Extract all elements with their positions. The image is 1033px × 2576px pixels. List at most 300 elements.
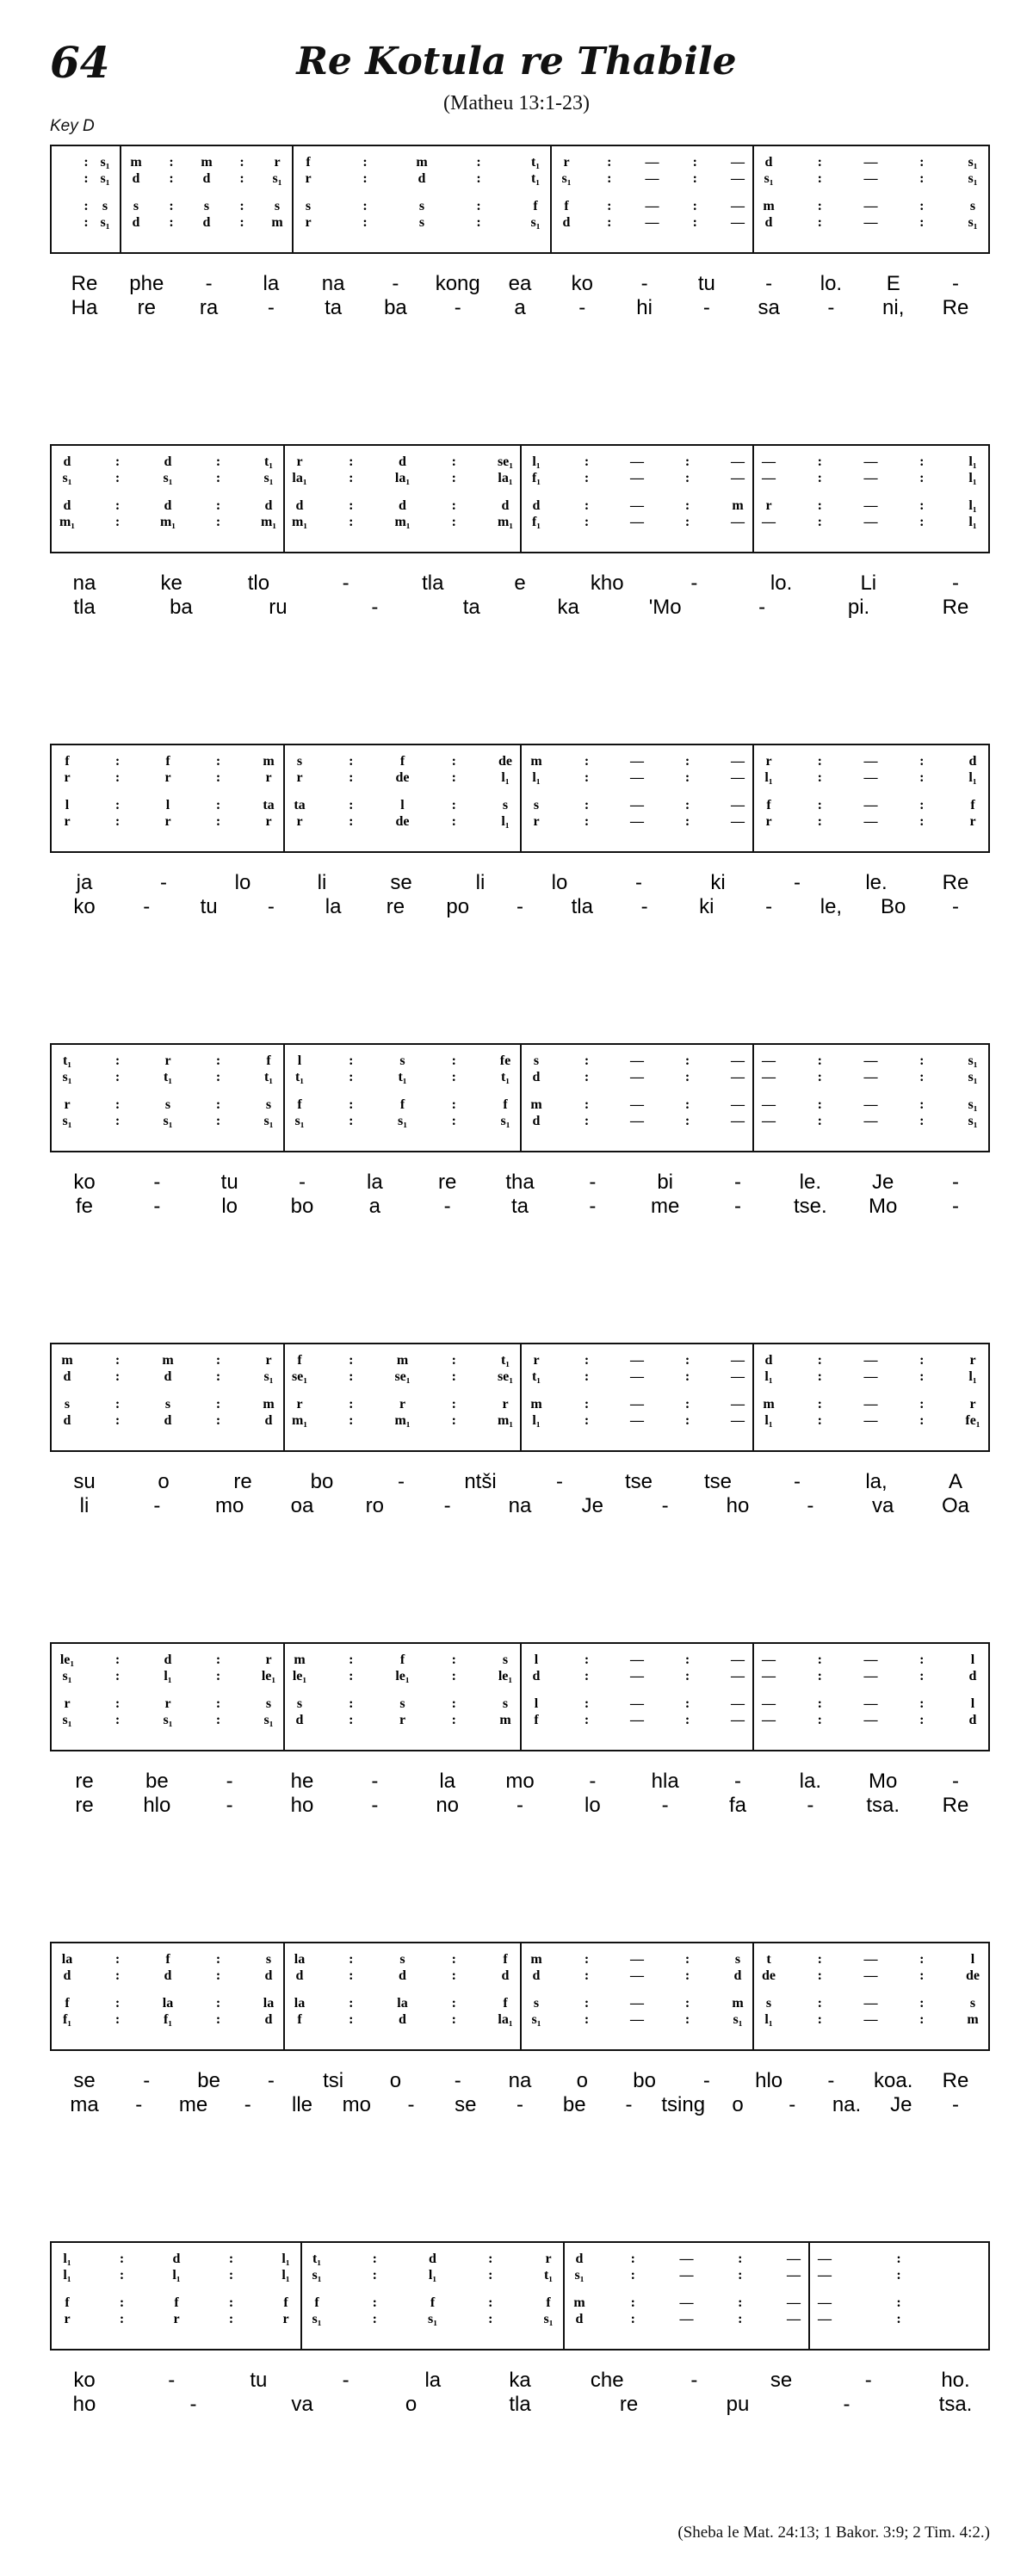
solfa-note: m₁ <box>291 515 308 529</box>
lyric-syllable: - <box>690 2369 698 2392</box>
lyric-syllable: - <box>371 596 379 619</box>
beat-separator: : <box>919 2012 925 2027</box>
beat-separator: : <box>817 2012 822 2027</box>
solfa-note: m <box>967 2012 979 2027</box>
lyric-syllable: lo <box>221 1195 238 1218</box>
solfa-note: — <box>630 798 644 812</box>
solfa-note: t₁ <box>531 1369 541 1384</box>
beat-separator: : <box>817 1996 822 2011</box>
beat-separator: : <box>817 215 822 230</box>
solfa-note: — <box>630 471 644 485</box>
lyric-syllable: ba <box>170 596 193 619</box>
solfa-note: d <box>968 754 977 769</box>
beat-separator: : <box>817 1070 822 1084</box>
lyric-syllable: - <box>299 1171 306 1194</box>
solfa-notes <box>52 446 992 552</box>
solfa-note: t₁ <box>163 1070 173 1084</box>
lyric-syllable: - <box>702 2069 710 2092</box>
solfa-note: f₁ <box>62 2012 72 2027</box>
beat-separator: : <box>607 215 612 230</box>
solfa-note: d <box>63 1968 71 1983</box>
solfa-note: s <box>969 199 976 213</box>
solfa-note: fe <box>499 1053 511 1068</box>
solfa-note: s₁ <box>272 171 282 186</box>
solfa-note: s <box>274 199 281 213</box>
solfa-note: — <box>818 2295 832 2310</box>
solfa-notes <box>52 146 992 252</box>
lyric-syllable: o <box>576 2069 588 2092</box>
lyric-syllable: re <box>619 2393 639 2416</box>
beat-separator: : <box>349 1952 354 1967</box>
beat-separator: : <box>684 1070 690 1084</box>
solfa-note: t₁ <box>500 1353 510 1368</box>
beat-separator: : <box>451 1968 456 1983</box>
lyric-syllable: koa. <box>874 2069 913 2092</box>
lyric-syllable: lo <box>551 871 568 894</box>
solfa-note: l₁ <box>164 1669 172 1683</box>
solfa-note: r <box>64 770 71 785</box>
solfa-note: — <box>630 1369 644 1384</box>
solfa-note: f <box>564 199 569 213</box>
solfa-note: l₁ <box>532 454 541 469</box>
solfa-note: l₁ <box>968 1369 977 1384</box>
solfa-note: — <box>762 1652 776 1667</box>
beat-separator: : <box>630 2295 635 2310</box>
lyric-syllable: - <box>135 2093 143 2116</box>
beat-separator: : <box>362 171 368 186</box>
beat-separator: : <box>114 1996 121 2011</box>
lyrics-block <box>50 1767 990 1822</box>
solfa-note: m₁ <box>291 1413 308 1428</box>
beat-separator: : <box>451 515 456 529</box>
solfa-note: — <box>863 1996 878 2011</box>
lyric-syllable: lo. <box>770 571 793 595</box>
solfa-note: — <box>863 1070 878 1084</box>
solfa-note: — <box>731 471 745 485</box>
solfa-note: f <box>970 798 975 812</box>
solfa-note: l <box>65 798 70 812</box>
beat-separator: : <box>119 2268 125 2283</box>
solfa-note: s₁ <box>163 1713 173 1727</box>
solfa-note: f₁ <box>531 471 541 485</box>
beat-separator: : <box>738 2268 743 2283</box>
beat-separator: : <box>114 1353 121 1368</box>
beat-separator: : <box>451 1053 456 1068</box>
solfa-note: — <box>731 1652 745 1667</box>
beat-separator: : <box>451 1097 456 1112</box>
beat-separator: : <box>372 2295 377 2310</box>
beat-separator: : <box>114 1669 121 1683</box>
solfa-note: r <box>305 171 312 186</box>
lyric-syllable: - <box>952 272 959 295</box>
beat-separator: : <box>349 1996 354 2011</box>
beat-separator: : <box>215 1353 221 1368</box>
lyric-syllable: - <box>640 895 648 918</box>
solfa-note: l₁ <box>968 515 977 529</box>
solfa-note: — <box>679 2295 694 2310</box>
solfa-note: r <box>282 2312 289 2326</box>
lyric-syllable: Re <box>942 2069 969 2092</box>
solfa-note: d <box>172 2252 181 2266</box>
beat-separator: : <box>584 1968 590 1983</box>
solfa-note: r <box>265 814 272 829</box>
solfa-note: d <box>429 2252 436 2266</box>
solfa-note: d <box>295 1968 304 1983</box>
beat-separator: : <box>584 1652 590 1667</box>
solfa-note: d <box>164 1968 172 1983</box>
solfa-note: — <box>731 1397 745 1412</box>
lyric-syllable: - <box>952 571 959 595</box>
beat-separator: : <box>919 1053 925 1068</box>
solfa-note: — <box>679 2252 694 2266</box>
lyric-syllable: kong <box>435 272 480 295</box>
solfa-note: d <box>202 215 211 230</box>
solfa-note: d <box>295 498 304 513</box>
lyric-syllable: ru <box>269 596 288 619</box>
beat-separator: : <box>919 1669 925 1683</box>
solfa-note: — <box>630 1114 644 1128</box>
beat-separator: : <box>114 814 121 829</box>
beat-separator: : <box>817 1397 822 1412</box>
solfa-note: — <box>630 1070 644 1084</box>
beat-separator: : <box>817 1353 822 1368</box>
lyric-syllable: - <box>827 2069 835 2092</box>
solfa-note: d <box>63 1369 71 1384</box>
lyric-syllable: - <box>267 296 275 319</box>
solfa-note: s <box>64 1397 71 1412</box>
beat-separator: : <box>919 754 925 769</box>
solfa-note: r <box>64 1696 71 1711</box>
solfa-note: — <box>731 171 745 186</box>
beat-separator: : <box>84 171 89 186</box>
lyric-syllable: na. <box>832 2093 862 2116</box>
beat-separator: : <box>84 215 89 230</box>
beat-separator: : <box>239 171 244 186</box>
lyric-syllable: - <box>244 2093 251 2116</box>
lyric-syllable: - <box>702 296 710 319</box>
beat-separator: : <box>215 515 221 529</box>
solfa-note: d <box>202 171 211 186</box>
solfa-note: r <box>545 2252 552 2266</box>
lyric-syllable: se <box>390 871 412 894</box>
lyric-syllable: tse. <box>793 1195 827 1218</box>
solfa-note: t₁ <box>263 454 274 469</box>
beat-separator: : <box>817 1114 822 1128</box>
beat-separator: : <box>584 515 590 529</box>
solfa-note: l <box>165 798 170 812</box>
solfa-note: f <box>297 1353 302 1368</box>
solfa-note: r <box>969 1353 976 1368</box>
beat-separator: : <box>349 1713 354 1727</box>
beat-separator: : <box>114 471 121 485</box>
lyric-syllable: ko <box>73 2369 96 2392</box>
beat-separator: : <box>919 1097 925 1112</box>
solfa-note: l₁ <box>764 770 773 785</box>
solfa-note: m₁ <box>260 515 277 529</box>
lyric-syllable: - <box>371 1794 379 1817</box>
beat-separator: : <box>919 471 925 485</box>
beat-separator: : <box>215 471 221 485</box>
beat-separator: : <box>684 1696 690 1711</box>
solfa-note: r <box>265 1652 272 1667</box>
beat-separator: : <box>451 770 456 785</box>
solfa-note: ta <box>263 798 275 812</box>
solfa-note: s₁ <box>427 2312 438 2326</box>
solfa-note: s <box>296 1696 303 1711</box>
beat-separator: : <box>215 1669 221 1683</box>
lyric-syllable: - <box>153 1195 161 1218</box>
solfa-note: s <box>164 1097 171 1112</box>
solfa-note: f <box>533 199 538 213</box>
solfa-note: — <box>863 1652 878 1667</box>
beat-separator: : <box>817 1413 822 1428</box>
beat-separator: : <box>114 498 121 513</box>
beat-separator: : <box>349 2012 354 2027</box>
solfa-note: s₁ <box>294 1114 305 1128</box>
beat-separator: : <box>84 199 89 213</box>
beat-separator: : <box>215 1097 221 1112</box>
beat-separator: : <box>228 2312 234 2326</box>
solfa-note: l₁ <box>172 2268 181 2283</box>
solfa-note: r <box>969 1397 976 1412</box>
beat-separator: : <box>349 1968 354 1983</box>
lyrics-block <box>50 1467 990 1523</box>
lyric-syllable: ho <box>290 1794 314 1817</box>
beat-separator: : <box>228 2295 234 2310</box>
beat-separator: : <box>215 754 221 769</box>
lyric-syllable: fe <box>75 1195 94 1218</box>
beat-separator: : <box>169 199 174 213</box>
lyric-syllable: tla <box>509 2393 531 2416</box>
lyric-syllable: Je <box>581 1494 604 1517</box>
beat-separator: : <box>738 2252 743 2266</box>
solfa-note: — <box>731 515 745 529</box>
beat-separator: : <box>738 2295 743 2310</box>
solfa-note: d <box>733 1968 742 1983</box>
solfa-note: s <box>734 1952 741 1967</box>
lyric-syllable: na <box>508 1494 532 1517</box>
beat-separator: : <box>817 798 822 812</box>
solfa-note: — <box>762 454 776 469</box>
lyric-syllable: - <box>342 571 349 595</box>
solfa-note: — <box>731 199 745 213</box>
beat-separator: : <box>215 1397 221 1412</box>
solfa-note: — <box>630 498 644 513</box>
solfa-note: — <box>731 1070 745 1084</box>
beat-separator: : <box>684 754 690 769</box>
lyric-syllable: la <box>366 1171 383 1194</box>
beat-separator: : <box>451 1397 456 1412</box>
lyric-syllable: - <box>690 571 698 595</box>
solfa-note: f <box>503 1952 508 1967</box>
lyric-syllable: hlo <box>755 2069 783 2092</box>
solfa-note: m₁ <box>497 1413 514 1428</box>
lyric-syllable: me <box>650 1195 680 1218</box>
lyric-syllable: - <box>807 1794 814 1817</box>
beat-separator: : <box>817 515 822 529</box>
beat-separator: : <box>684 1968 690 1983</box>
lyric-syllable: - <box>765 895 773 918</box>
lyric-syllable: hlo <box>143 1794 171 1817</box>
lyric-syllable: ma <box>70 2093 99 2116</box>
lyrics-block <box>50 1168 990 1223</box>
lyric-syllable: - <box>267 895 275 918</box>
lyric-syllable: po <box>446 895 470 918</box>
solfa-note: — <box>731 1097 745 1112</box>
lyric-syllable: - <box>143 2069 151 2092</box>
lyric-syllable: Je <box>890 2093 912 2116</box>
solfa-note: m₁ <box>159 515 176 529</box>
lyric-syllable: ho <box>72 2393 96 2416</box>
beat-separator: : <box>114 754 121 769</box>
solfa-note: m <box>763 199 775 213</box>
solfa-note: l₁ <box>428 2268 437 2283</box>
solfa-note: d <box>501 1968 510 1983</box>
beat-separator: : <box>114 1968 121 1983</box>
solfa-note: la₁ <box>498 471 513 485</box>
beat-separator: : <box>169 155 174 170</box>
solfa-note: d <box>764 215 773 230</box>
solfa-note: d <box>164 1413 172 1428</box>
lyric-syllable: - <box>226 1770 233 1793</box>
solfa-note: d <box>532 1968 541 1983</box>
music-system <box>50 145 990 254</box>
solfa-note: d <box>968 1713 977 1727</box>
solfa-note: — <box>863 155 878 170</box>
lyrics-block <box>50 269 990 324</box>
solfa-note: l₁ <box>532 1413 541 1428</box>
solfa-note: — <box>645 171 659 186</box>
solfa-note: l <box>534 1696 539 1711</box>
lyric-syllable: ki <box>710 871 726 894</box>
solfa-note: — <box>863 498 878 513</box>
lyric-syllable: ko <box>571 272 593 295</box>
solfa-note: d <box>264 1968 273 1983</box>
solfa-note: f <box>430 2295 436 2310</box>
beat-separator: : <box>169 171 174 186</box>
solfa-note: m <box>162 1353 174 1368</box>
lyric-syllable: la <box>325 895 342 918</box>
solfa-note: s₁ <box>574 2268 585 2283</box>
beat-separator: : <box>215 498 221 513</box>
solfa-note: — <box>731 1369 745 1384</box>
beat-separator: : <box>349 454 354 469</box>
solfa-note: s₁ <box>968 1053 978 1068</box>
solfa-note: s <box>502 1696 509 1711</box>
lyric-syllable: le. <box>865 871 888 894</box>
beat-separator: : <box>607 199 612 213</box>
beat-separator: : <box>919 770 925 785</box>
solfa-notes <box>52 1943 992 2049</box>
music-system <box>50 444 990 553</box>
lyric-syllable: pi. <box>847 596 870 619</box>
solfa-note: s₁ <box>764 171 774 186</box>
lyric-syllable: sa <box>758 296 780 319</box>
solfa-note: s₁ <box>100 215 110 230</box>
lyric-syllable: li <box>79 1494 90 1517</box>
solfa-note: s <box>305 199 312 213</box>
solfa-note: d <box>164 454 172 469</box>
solfa-note: d <box>264 1413 273 1428</box>
lyric-syllable: mo <box>214 1494 244 1517</box>
beat-separator: : <box>119 2312 125 2326</box>
solfa-note: — <box>679 2312 694 2326</box>
beat-separator: : <box>584 770 590 785</box>
lyric-syllable: se <box>770 2369 793 2392</box>
beat-separator: : <box>215 1968 221 1983</box>
solfa-note: s₁ <box>62 1669 72 1683</box>
beat-separator: : <box>349 1353 354 1368</box>
solfa-note: — <box>762 1669 776 1683</box>
solfa-note: r <box>765 814 772 829</box>
beat-separator: : <box>919 798 925 812</box>
lyric-syllable: lo <box>234 871 251 894</box>
lyric-syllable: - <box>407 2093 415 2116</box>
solfa-note: — <box>731 814 745 829</box>
beat-separator: : <box>692 171 697 186</box>
solfa-note: fe₁ <box>965 1413 980 1428</box>
beat-separator: : <box>919 1070 925 1084</box>
solfa-note: s <box>399 1696 405 1711</box>
solfa-note: s <box>502 1652 509 1667</box>
solfa-note: — <box>762 1696 776 1711</box>
solfa-note: le₁ <box>292 1669 307 1683</box>
lyric-syllable: mo <box>342 2093 371 2116</box>
beat-separator: : <box>817 1097 822 1112</box>
lyric-syllable: - <box>342 2369 349 2392</box>
solfa-note: t₁ <box>62 1053 72 1068</box>
lyric-syllable: li <box>475 871 486 894</box>
lyric-syllable: ta <box>325 296 343 319</box>
solfa-note: l <box>400 798 405 812</box>
beat-separator: : <box>684 2012 690 2027</box>
lyric-syllable: - <box>589 1195 597 1218</box>
solfa-note: r <box>64 1097 71 1112</box>
lyric-syllable: be <box>562 2093 586 2116</box>
lyric-syllable: tu <box>250 2369 268 2392</box>
solfa-note: — <box>630 1353 644 1368</box>
solfa-note: — <box>630 1968 644 1983</box>
lyric-syllable: na <box>72 571 96 595</box>
solfa-note: f₁ <box>163 2012 173 2027</box>
beat-separator: : <box>684 1053 690 1068</box>
beat-separator: : <box>584 814 590 829</box>
beat-separator: : <box>451 471 456 485</box>
solfa-note: — <box>818 2268 832 2283</box>
solfa-note: f <box>399 1097 405 1112</box>
beat-separator: : <box>114 1053 121 1068</box>
lyric-syllable: ko <box>73 1171 96 1194</box>
lyric-syllable: be <box>145 1770 169 1793</box>
lyric-syllable: - <box>454 296 461 319</box>
beat-separator: : <box>584 1114 590 1128</box>
beat-separator: : <box>228 2268 234 2283</box>
solfa-note: m <box>732 498 744 513</box>
solfa-note: f <box>297 1097 302 1112</box>
beat-separator: : <box>919 498 925 513</box>
beat-separator: : <box>476 215 481 230</box>
beat-separator: : <box>349 1053 354 1068</box>
solfa-note: le₁ <box>498 1669 513 1683</box>
solfa-note: f <box>546 2295 551 2310</box>
beat-separator: : <box>349 1696 354 1711</box>
lyric-syllable: Re <box>942 1794 969 1817</box>
solfa-note: se₁ <box>291 1369 308 1384</box>
beat-separator: : <box>215 454 221 469</box>
beat-separator: : <box>817 155 822 170</box>
solfa-note: s₁ <box>263 471 274 485</box>
lyric-syllable: kho <box>590 571 624 595</box>
